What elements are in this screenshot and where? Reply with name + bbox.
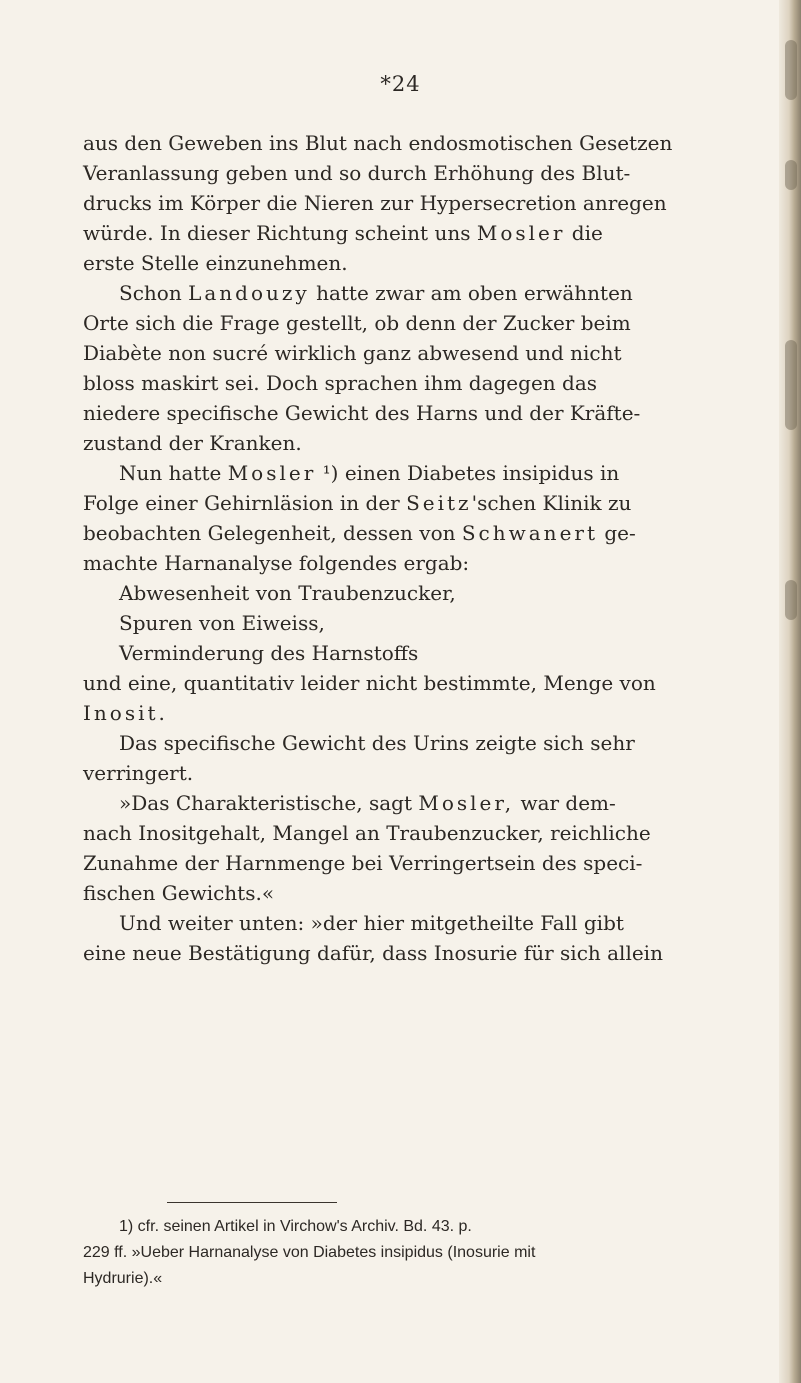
text-span: würde. In dieser Richtung scheint uns (83, 221, 471, 245)
text-line (119, 728, 684, 758)
footnote-separator (167, 1202, 337, 1203)
text-line (83, 368, 684, 398)
text-line (83, 428, 684, 458)
text-line (119, 278, 684, 308)
text-line (83, 848, 684, 878)
edge-stain (785, 160, 797, 190)
text-span: Inosit. (83, 701, 168, 725)
text-span: und eine, quantitativ leider nicht bestimmte, Menge von (83, 671, 656, 695)
edge-stain (785, 580, 797, 620)
text-span: beobachten Gelegenheit, dessen von (83, 521, 456, 545)
author-name: Schwanert (461, 521, 598, 545)
text-span: Das specifische Gewicht des Urins zeigte sich sehr (119, 731, 635, 755)
edge-stain (785, 340, 797, 430)
text-span: Zunahme der Harnmenge bei Verringertsein des speci- (83, 851, 643, 875)
text-span: niedere specifische Gewicht des Harns und der Kräfte- (83, 401, 641, 425)
author-name: Seitz (406, 491, 472, 515)
page-edge-shadow (779, 0, 801, 1383)
text-span: einen Diabetes insipidus in (344, 461, 620, 485)
text-span: die (571, 221, 603, 245)
text-line (83, 308, 684, 338)
page-number: *24 (380, 72, 421, 96)
footnote-marker: ¹) (322, 461, 339, 485)
text-line (83, 758, 684, 788)
text-line (83, 488, 684, 518)
text-span: erste Stelle einzunehmen. (83, 251, 348, 275)
text-span: hatte zwar am oben erwähnten (316, 281, 633, 305)
text-span: Nun hatte (119, 461, 222, 485)
text-span: verringert. (83, 761, 194, 785)
text-line (119, 608, 684, 638)
text-line (83, 128, 684, 158)
text-span: Diabète non sucré wirklich ganz abwesend und nicht (83, 341, 622, 365)
author-name: Mosler, (418, 791, 515, 815)
text-line (119, 638, 684, 668)
text-line (83, 698, 684, 728)
text-line (83, 818, 684, 848)
text-line (119, 578, 684, 608)
footnote-line: 229 ff. »Ueber Harnanalyse von Diabetes insipidus (Inosurie mit (83, 1244, 536, 1261)
text-span: war dem- (520, 791, 616, 815)
footnote-line: Hydrurie).« (83, 1270, 163, 1287)
text-line (83, 938, 684, 968)
text-line (119, 908, 684, 938)
text-span: machte Harnanalyse folgendes ergab: (83, 551, 470, 575)
text-span: drucks im Körper die Nieren zur Hypersecretion anregen (83, 191, 667, 215)
text-span: Orte sich die Frage gestellt, ob denn der Zucker beim (83, 311, 631, 335)
text-line (83, 518, 684, 548)
text-line (83, 158, 684, 188)
text-line (83, 548, 684, 578)
text-span: Veranlassung geben und so durch Erhöhung des Blut- (83, 161, 631, 185)
footnote-line: 1) cfr. seinen Artikel in Virchow's Archiv. Bd. 43. p. (119, 1218, 472, 1235)
text-line (83, 878, 684, 908)
text-line (83, 218, 684, 248)
text-span: »Das Charakteristische, sagt (119, 791, 412, 815)
author-name: Mosler (476, 221, 566, 245)
text-span: nach Inositgehalt, Mangel an Traubenzucker, reichliche (83, 821, 651, 845)
text-span: eine neue Bestätigung dafür, dass Inosurie für sich allein (83, 941, 663, 965)
text-line (83, 188, 684, 218)
text-span: Und weiter unten: »der hier mitgetheilte Fall gibt (119, 911, 624, 935)
text-span: bloss maskirt sei. Doch sprachen ihm dagegen das (83, 371, 598, 395)
author-name: Mosler (227, 461, 317, 485)
text-line (119, 788, 684, 818)
text-span: Abwesenheit von Traubenzucker, (119, 581, 456, 605)
author-name: Landouzy (188, 281, 310, 305)
text-span: Verminderung des Harnstoffs (119, 641, 419, 665)
text-span: Folge einer Gehirnläsion in der (83, 491, 400, 515)
text-line (83, 248, 684, 278)
text-line (83, 338, 684, 368)
text-line (119, 458, 684, 488)
text-line (83, 668, 684, 698)
text-span: fischen Gewichts.« (83, 881, 275, 905)
text-span: ge- (604, 521, 636, 545)
text-span: Spuren von Eiweiss, (119, 611, 325, 635)
text-span: aus den Geweben ins Blut nach endosmotischen Gesetzen (83, 131, 673, 155)
text-line (83, 398, 684, 428)
text-span: zustand der Kranken. (83, 431, 302, 455)
text-span: 'schen Klinik zu (471, 491, 632, 515)
text-span: Schon (119, 281, 182, 305)
